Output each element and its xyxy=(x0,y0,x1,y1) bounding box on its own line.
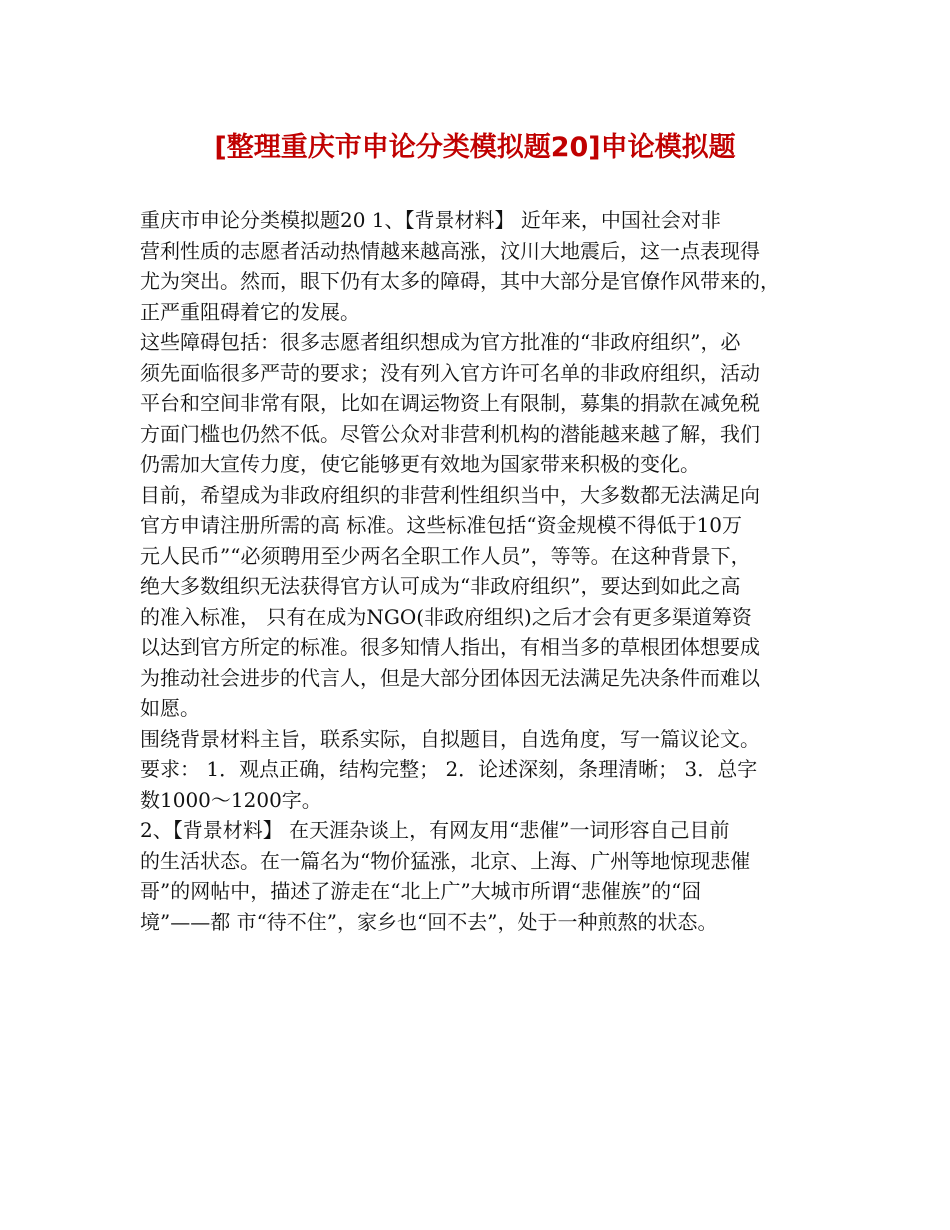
text-line: 绝大多数组织无法获得官方认可成为“非政府组织”，要达到如此之高 xyxy=(140,574,741,598)
text-line: 官方申请注册所需的高 标准。这些标准包括“资金规模不得低于10万 xyxy=(140,513,743,537)
text-line: 平台和空间非常有限，比如在调运物资上有限制，募集的捐款在减免税 xyxy=(140,391,760,415)
text-line: 要求： 1．观点正确，结构完整； 2．论述深刻，条理清晰； 3．总字 xyxy=(140,757,758,781)
text-line: 2、【背景材料】 在天涯杂谈上，有网友用“悲催”一词形容自己目前 xyxy=(140,818,730,842)
text-line: 目前，希望成为非政府组织的非营利性组织当中，大多数都无法满足向 xyxy=(140,482,760,507)
text-line: 境”——都 市“待不住”，家乡也“回不去”，处于一种煎熬的状态。 xyxy=(140,909,718,934)
document-body xyxy=(140,205,820,937)
text-line: 须先面临很多严苛的要求；没有列入官方许可名单的非政府组织，活动 xyxy=(140,360,760,385)
text-line: 围绕背景材料主旨，联系实际，自拟题目，自选角度，写一篇议论文。 xyxy=(140,726,760,751)
text-line: 的生活状态。在一篇名为“物价猛涨，北京、上海、广州等地惊现悲催 xyxy=(140,848,751,873)
text-line: 如愿。 xyxy=(140,696,200,720)
text-line: 为推动社会进步的代言人，但是大部分团体因无法满足先决条件而难以 xyxy=(140,665,760,690)
text-line: 营利性质的志愿者活动热情越来越高涨，汶川大地震后，这一点表现得 xyxy=(140,238,760,263)
text-line: 重庆市申论分类模拟题20 1、【背景材料】 近年来，中国社会对非 xyxy=(140,208,721,232)
text-line: 方面门槛也仍然不低。尽管公众对非营利机构的潜能越来越了解，我们 xyxy=(140,421,760,446)
document-title: [整理重庆市申论分类模拟题20]申论模拟题 xyxy=(214,132,736,163)
text-line: 仍需加大宣传力度，使它能够更有效地为国家带来积极的变化。 xyxy=(140,452,700,476)
text-line: 数1000～1200字。 xyxy=(140,787,322,812)
text-line: 以达到官方所定的标准。很多知情人指出，有相当多的草根团体想要成 xyxy=(140,635,760,659)
text-line: 的准入标准， 只有在成为NGO(非政府组织)之后才会有更多渠道筹资 xyxy=(140,604,752,629)
text-line: 哥”的网帖中，描述了游走在“北上广”大城市所谓“悲催族”的“囧 xyxy=(140,879,702,903)
text-line: 尤为突出。然而，眼下仍有太多的障碍，其中大部分是官僚作风带来的， xyxy=(140,269,780,293)
text-line: 元人民币”“必须聘用至少两名全职工作人员”，等等。在这种背景下， xyxy=(140,543,751,568)
text-line: 这些障碍包括：很多志愿者组织想成为官方批准的“非政府组织”，必 xyxy=(140,330,741,354)
text-line: 正严重阻碍着它的发展。 xyxy=(140,299,360,324)
